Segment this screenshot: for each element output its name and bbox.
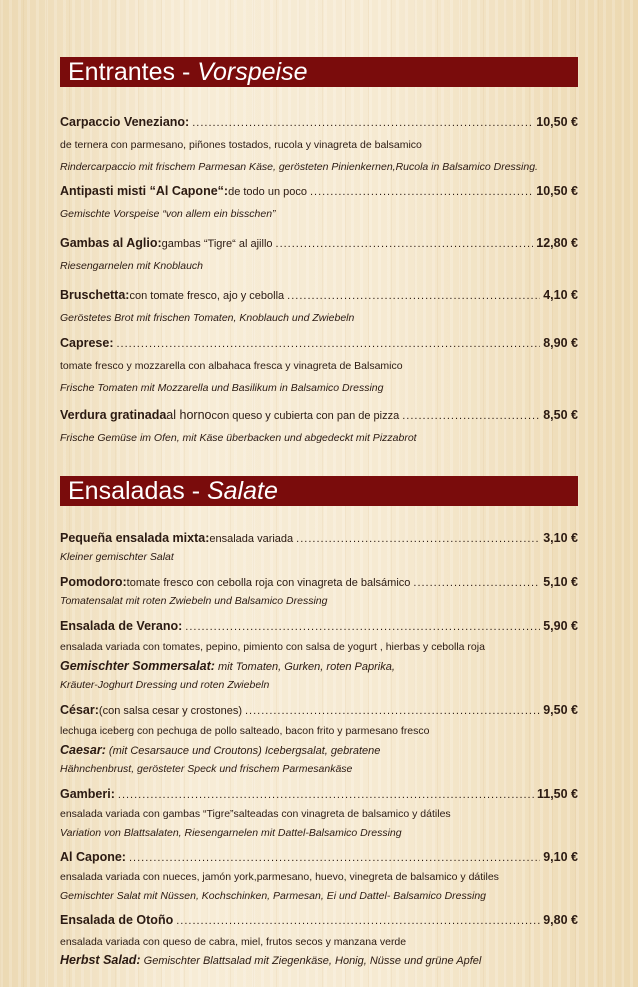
- item-de-name: Herbst Salad:: [60, 953, 141, 967]
- item-desc-de: Geröstetes Brot mit frischen Tomaten, Knoblauch und Zwiebeln: [60, 312, 355, 324]
- item-desc-de: Kleiner gemischter Salat: [60, 551, 174, 563]
- item-line: [60, 849, 578, 867]
- item-price: 5,90 €: [543, 619, 578, 633]
- menu-item-pomodoro: [60, 574, 578, 608]
- item-name: Ensalada de Verano:: [60, 619, 183, 633]
- item-line: [60, 407, 578, 425]
- item-line: [60, 335, 578, 353]
- item-name: Ensalada de Otoño: [60, 913, 174, 927]
- item-price: 8,90 €: [543, 336, 578, 350]
- item-desc-de: Riesengarnelen mit Knoblauch: [60, 260, 204, 272]
- item-name: Pequeña ensalada mixta:: [60, 531, 210, 545]
- item-de-rest: mit Tomaten, Gurken, roten Paprika,: [214, 661, 395, 673]
- item-price: 3,10 €: [543, 531, 578, 545]
- item-price: 12,80 €: [536, 236, 578, 250]
- item-price: 10,50 €: [536, 184, 578, 198]
- menu-item-verdura: [60, 407, 578, 445]
- item-desc-de: Gemischter Salat mit Nüssen, Kochschinken, Parmesan, Ei und Dattel- Balsamico Dressing: [60, 890, 487, 902]
- leader-dots: [117, 336, 541, 353]
- item-desc-de: Frische Gemüse im Ofen, mit Käse überbacken und abgedeckt mit Pizzabrot: [60, 432, 417, 444]
- leader-dots: [276, 236, 534, 253]
- item-de-name: Gemischter Sommersalat:: [60, 659, 215, 673]
- item-desc-es: ensalada variada con gambas “Tigre”salteadas con vinagreta de balsamico y dátiles: [60, 808, 451, 820]
- item-desc-inline: gambas “Tigre“ al ajillo: [161, 238, 273, 250]
- item-line: [60, 912, 578, 930]
- item-de-head: [60, 952, 578, 970]
- menu-item-verano: [60, 618, 578, 692]
- item-line: [60, 618, 578, 636]
- item-name: Pomodoro:: [60, 575, 127, 589]
- item-desc-inline: con queso y cubierta con pan de pizza: [211, 410, 400, 422]
- leader-dots: [245, 703, 540, 720]
- item-line: [60, 702, 578, 720]
- item-name: Verdura gratinada: [60, 408, 167, 422]
- menu-item-gambas: [60, 235, 578, 273]
- item-desc-es: de ternera con parmesano, piñones tostados, rucola y vinagreta de balsamico: [60, 139, 422, 151]
- menu-item-gamberi: [60, 786, 578, 840]
- item-line: [60, 114, 578, 132]
- item-de-rest: (mit Cesarsauce und Croutons) Icebergsalat, gebratene: [105, 745, 381, 757]
- item-name: Al Capone:: [60, 850, 126, 864]
- item-desc-de: Variation von Blattsalaten, Riesengarnelen mit Dattel-Balsamico Dressing: [60, 827, 402, 839]
- item-desc-de: Tomatensalat mit roten Zwiebeln und Balsamico Dressing: [60, 595, 328, 607]
- item-desc-es: ensalada variada con tomates, pepino, pimiento con salsa de yogurt , hierbas y cebolla roja: [60, 641, 485, 653]
- item-line: [60, 287, 578, 305]
- section-banner-ensaladas: [60, 476, 578, 506]
- leader-dots: [296, 531, 540, 548]
- item-name: Gamberi:: [60, 787, 115, 801]
- menu-item-otono: [60, 912, 578, 970]
- ensaladas-section: [60, 476, 578, 970]
- item-desc-de: Rindercarpaccio mit frischem Parmesan Käse, gerösteten Pinienkernen,Rucola in Balsamico Dressing.: [60, 161, 538, 173]
- section-title: Entrantes -: [68, 58, 198, 86]
- item-price: 9,10 €: [543, 850, 578, 864]
- menu-item-antipasti: [60, 183, 578, 221]
- item-desc-inline: con tomate fresco, ajo y cebolla: [129, 290, 285, 302]
- leader-dots: [287, 288, 540, 305]
- item-desc-inline: (con salsa cesar y crostones): [98, 705, 242, 717]
- item-de-head: [60, 658, 578, 676]
- item-name: Bruschetta:: [60, 288, 130, 302]
- menu-page: [60, 57, 578, 979]
- item-price: 9,80 €: [543, 913, 578, 927]
- section-title-italic: Vorspeise: [197, 58, 308, 86]
- leader-dots: [176, 913, 540, 930]
- item-de-name: Caesar:: [60, 743, 106, 757]
- menu-item-caprese: [60, 335, 578, 395]
- entrantes-list: [60, 114, 578, 445]
- item-de-rest: Gemischter Blattsalad mit Ziegenkäse, Honig, Nüsse und grüne Apfel: [140, 955, 482, 967]
- section-banner-entrantes: [60, 57, 578, 87]
- item-line: [60, 183, 578, 201]
- menu-item-bruschetta: [60, 287, 578, 325]
- ensaladas-list: [60, 530, 578, 970]
- item-line: [60, 235, 578, 253]
- item-desc-de: Frische Tomaten mit Mozzarella und Basilikum in Balsamico Dressing: [60, 382, 384, 394]
- item-name: Caprese:: [60, 336, 114, 350]
- menu-item-pequena: [60, 530, 578, 564]
- item-price: 5,10 €: [543, 575, 578, 589]
- item-price: 4,10 €: [543, 288, 578, 302]
- menu-item-carpaccio: [60, 114, 578, 174]
- item-desc-es: ensalada variada con nueces, jamón york,parmesano, huevo, vinegreta de balsamico y dátiles: [60, 871, 499, 883]
- item-price: 8,50 €: [543, 408, 578, 422]
- item-name: César:: [60, 703, 99, 717]
- item-desc-inline: de todo un poco: [228, 186, 307, 198]
- item-line: [60, 786, 578, 804]
- leader-dots: [310, 184, 533, 201]
- item-desc-es: tomate fresco y mozzarella con albahaca fresca y vinagreta de Balsamico: [60, 360, 403, 372]
- item-line: [60, 530, 578, 548]
- leader-dots: [192, 115, 533, 132]
- item-desc-de: Gemischte Vorspeise “von allem ein bisschen”: [60, 208, 276, 220]
- item-name-rest: al horno: [166, 408, 212, 422]
- item-line: [60, 574, 578, 592]
- item-de-head: [60, 742, 578, 760]
- item-desc-inline: tomate fresco con cebolla roja con vinagreta de balsámico: [126, 577, 411, 589]
- section-title-italic: Salate: [206, 477, 278, 505]
- item-price: 10,50 €: [536, 115, 578, 129]
- leader-dots: [118, 787, 534, 804]
- leader-dots: [413, 575, 540, 592]
- item-name: Carpaccio Veneziano:: [60, 115, 190, 129]
- item-name: Antipasti misti “Al Capone“:: [60, 184, 229, 198]
- menu-item-cesar: [60, 702, 578, 776]
- section-title: Ensaladas -: [68, 477, 207, 505]
- item-desc-inline: ensalada variada: [209, 533, 294, 545]
- leader-dots: [129, 850, 540, 867]
- item-desc-es: lechuga iceberg con pechuga de pollo salteado, bacon frito y parmesano fresco: [60, 725, 430, 737]
- leader-dots: [185, 619, 540, 636]
- item-desc-de: Kräuter-Joghurt Dressing und roten Zwiebeln: [60, 679, 270, 691]
- item-price: 11,50 €: [536, 787, 578, 801]
- item-price: 9,50 €: [543, 703, 578, 717]
- leader-dots: [402, 408, 540, 425]
- item-desc-de: Hähnchenbrust, gerösteter Speck und frischem Parmesankäse: [60, 763, 353, 775]
- menu-item-alcapone: [60, 849, 578, 903]
- item-desc-es: ensalada variada con queso de cabra, miel, frutos secos y manzana verde: [60, 936, 407, 948]
- item-name: Gambas al Aglio:: [60, 236, 162, 250]
